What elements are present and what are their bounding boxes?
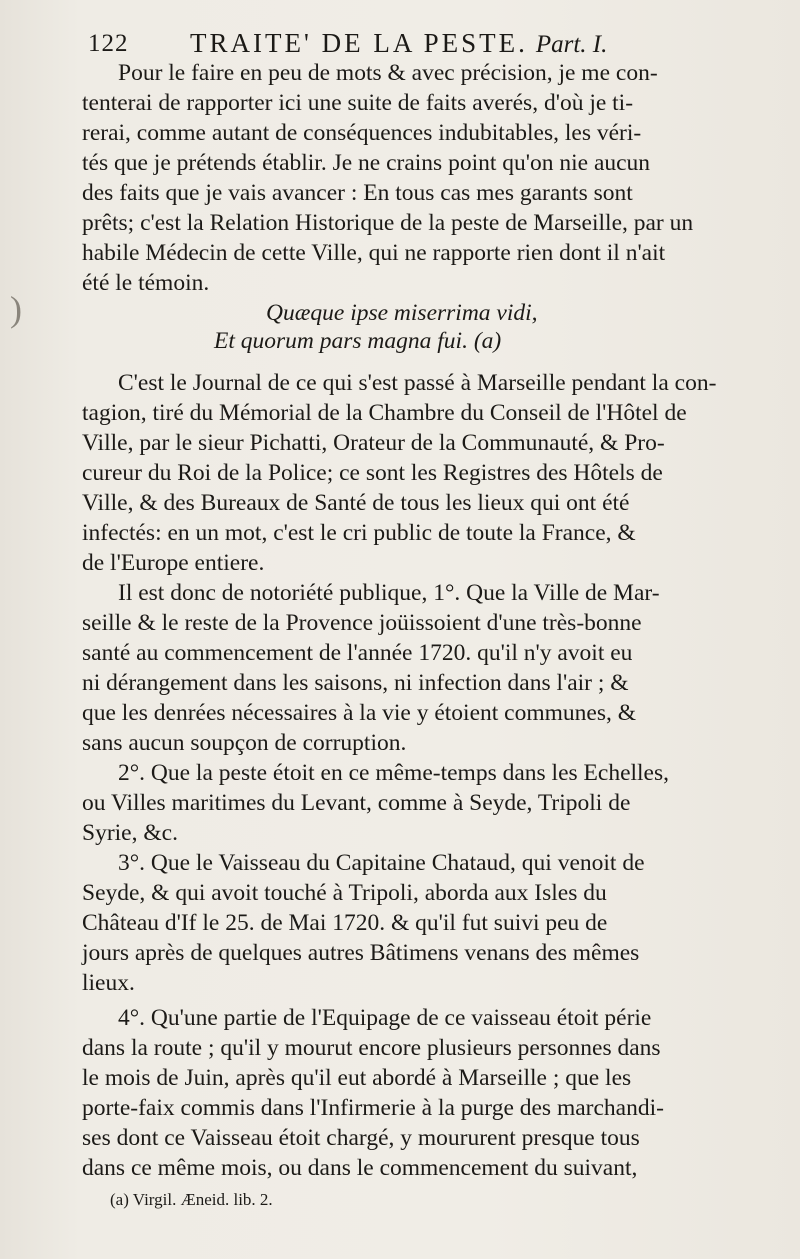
text-line: de l'Europe entiere.: [82, 550, 265, 576]
part-label: Part. I.: [535, 31, 608, 58]
text-line: cureur du Roi de la Police; ce sont les Registres des Hôtels de: [82, 460, 663, 486]
text-line: ses dont ce Vaisseau étoit chargé, y moururent presque tous: [82, 1125, 640, 1151]
text-line: jours après de quelques autres Bâtimens venans des mêmes: [82, 940, 640, 966]
text-line: ou Villes maritimes du Levant, comme à Seyde, Tripoli de: [82, 790, 631, 816]
text-line: Il est donc de notoriété publique, 1°. Que la Ville de Mar-: [118, 580, 660, 606]
verse-line: Et quorum pars magna fui. (a): [214, 328, 502, 354]
text-line: tés que je prétends établir. Je ne crains point qu'on nie aucun: [82, 150, 651, 176]
verse-line: Quæque ipse miserrima vidi,: [266, 300, 538, 326]
margin-bracket-mark: ): [10, 289, 22, 329]
text-line: seille & le reste de la Provence joüissoient d'une très-bonne: [82, 610, 642, 636]
text-line: 2°. Que la peste étoit en ce même-temps dans les Echelles,: [118, 760, 670, 786]
text-line: tenterai de rapporter ici une suite de faits averés, d'où je ti-: [82, 90, 634, 116]
footnote: (a) Virgil. Æneid. lib. 2.: [110, 1190, 273, 1209]
text-line: C'est le Journal de ce qui s'est passé à Marseille pendant la con-: [118, 370, 717, 396]
text-line: rerai, comme autant de conséquences indubitables, les véri-: [82, 120, 642, 146]
text-line: ni dérangement dans les saisons, ni infection dans l'air ; &: [82, 670, 629, 696]
text-line: sans aucun soupçon de corruption.: [82, 730, 407, 756]
text-line: dans ce même mois, ou dans le commencement du suivant,: [82, 1155, 638, 1181]
text-line: 4°. Qu'une partie de l'Equipage de ce vaisseau étoit périe: [118, 1005, 652, 1031]
text-line: Seyde, & qui avoit touché à Tripoli, aborda aux Isles du: [82, 880, 607, 906]
text-line: que les denrées nécessaires à la vie y étoient communes, &: [82, 700, 637, 726]
text-line: Pour le faire en peu de mots & avec précision, je me con-: [118, 60, 658, 86]
text-line: porte-faix commis dans l'Infirmerie à la purge des marchandi-: [82, 1095, 664, 1121]
text-line: infectés: en un mot, c'est le cri public de toute la France, &: [82, 520, 636, 546]
text-line: tagion, tiré du Mémorial de la Chambre du Conseil de l'Hôtel de: [82, 400, 687, 426]
text-line: habile Médecin de cette Ville, qui ne rapporte rien dont il n'ait: [82, 240, 666, 266]
text-line: 3°. Que le Vaisseau du Capitaine Chataud, qui venoit de: [118, 850, 645, 876]
running-title: [190, 28, 607, 59]
text-line: le mois de Juin, après qu'il eut abordé à Marseille ; que les: [82, 1065, 632, 1091]
text-line: Ville, par le sieur Pichatti, Orateur de la Communauté, & Pro-: [82, 430, 665, 456]
running-title-text: TRAITE' DE LA PESTE.: [190, 28, 528, 58]
text-line: Château d'If le 25. de Mai 1720. & qu'il fut suivi peu de: [82, 910, 608, 936]
text-line: des faits que je vais avancer : En tous cas mes garants sont: [82, 180, 633, 206]
text-line: prêts; c'est la Relation Historique de la peste de Marseille, par un: [82, 210, 694, 236]
text-line: lieux.: [82, 970, 135, 996]
text-line: dans la route ; qu'il y mourut encore plusieurs personnes dans: [82, 1035, 661, 1061]
text-line: été le témoin.: [82, 270, 210, 296]
text-line: Syrie, &c.: [82, 820, 178, 846]
text-line: Ville, & des Bureaux de Santé de tous les lieux qui ont été: [82, 490, 630, 516]
running-header: [88, 26, 688, 62]
page-number: 122: [88, 30, 129, 57]
text-line: santé au commencement de l'année 1720. qu'il n'y avoit eu: [82, 640, 633, 666]
